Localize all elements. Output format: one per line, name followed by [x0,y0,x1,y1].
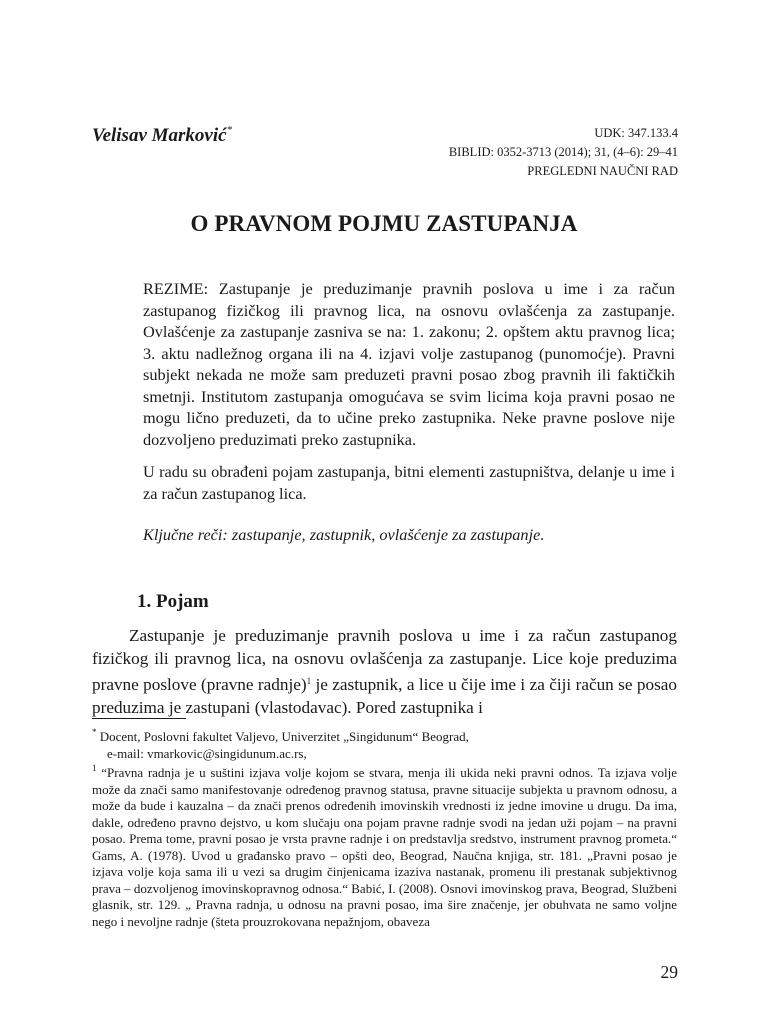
footnote-1-mark: 1 [92,763,97,773]
footnote-1-text: “Pravna radnja je u suštini izjava volje kojom se stvara, menja ili ukida neki pravni odnos. Ta izjava volje može da znači samo manifestovanje određenog pravnog statusa, pravne situacije subjekta u pravnom odnosu, a može da bude i kauzalna – da znači prenos određenih imovinskih vrednosti iz jedne imovine u drugu. Da ima, dakle, određeno pravno dejstvo, u kom slučaju ona pojam pravne radnje svodi na jedan uži pojam – na pravni posao. Prema tome, pravni posao je vrsta pravne radnje i on predstavlja sredstvo, instrument pravnog prometa.“ Gams, A. (1978). Uvod u građansko pravo – opšti deo, Beograd, Naučna knjiga, str. 181. „Pravni posao je izjava volje koja sama ili u vezi sa drugim činjenicama izaziva nastanak, promenu ili prestanak subjektivnog prava – dozvoljenog imovinskopravnog odnosa.“ Babić, I. (2008). Osnovi imovinskog prava, Beograd, Službeni glasnik, str. 129. „ Pravna radnja, u odnosu na pravni posao, ima šire značenje, jer obuhvata ne samo voljne nego i nevoljne radnje (šteta prouzrokovana nepažnjom, obaveza [92,765,677,929]
author-text: Velisav Marković [92,125,227,146]
page-number: 29 [660,962,678,982]
udk-code: UDK: 347.133.4 [594,126,678,140]
article-meta [449,124,678,181]
footnote-divider [92,718,186,719]
footnote-author-email: e-mail: vmarkovic@singidunum.ac.rs, [107,745,307,761]
abstract-paragraph-1: REZIME: Zastupanje je preduzimanje pravnih poslova u ime i za račun zastupanog fizičkog ili pravnog lica, na osnovu ovlašćenja za zastupanje. Ovlašćenje za zastupanje zasniva se na: 1. zakonu; 2. opštem aktu pravnog lica; 3. aktu nadležnog organa ili na 4. izjavi volje zastupanog (punomoćje). Pravni subjekt nekada ne može sam preduzeti pravni posao zbog pravnih ili faktičkih smetnji. Institutom zastupanja omogućava se svim licima koja pravni posao ne mogu lično preduzeti, da to učine preko zastupnika. Neke pravne poslove nije dozvoljeno preduzimati preko zastupnika. [143,279,675,449]
keywords [143,524,675,546]
abstract-summary [143,278,675,450]
author-name [92,124,232,147]
footnote-ref: 1 [306,676,312,686]
body-text-end: je zastupnik, a lice u čije ime i za čiji račun se posao preduzima je zastupani (vlastodavac). Pored zastupnika i [92,675,677,717]
footnote-author-affiliation: Docent, Poslovni fakultet Valjevo, Univerzitet „Singidunum“ Beograd, [99,729,469,744]
biblid-code: BIBLID: 0352-3713 (2014); 31, (4–6): 29–41 [448,145,678,159]
article-type: PREGLEDNI NAUČNI RAD [527,164,678,178]
keywords-text: Ključne reči: zastupanje, zastupnik, ovlašćenje za zastupanje. [143,525,545,544]
section-heading: 1. Pojam [137,591,209,612]
abstract-paragraph-2: U radu su obrađeni pojam zastupanja, bitni elementi zastupništva, delanje u ime i za račun zastupanog lica. [143,462,675,503]
body-paragraph [92,625,677,719]
footnote-author-mark: * [92,727,97,737]
body-text-start: Zastupanje je preduzimanje pravnih poslova u ime i za račun zastupanog fizičkog ili pravnog lica, na osnovu ovlašćenja za zastupanje. Lice koje preduzima pravne poslove (pravne radnje) [92,626,677,694]
footnote-1 [92,760,677,930]
author-footnote-mark: * [226,124,233,136]
footnote-author-line1 [92,724,677,746]
abstract-scope [143,461,675,504]
footnote-author [92,724,677,762]
article-title: O PRAVNOM POJMU ZASTUPANJA [190,211,578,236]
